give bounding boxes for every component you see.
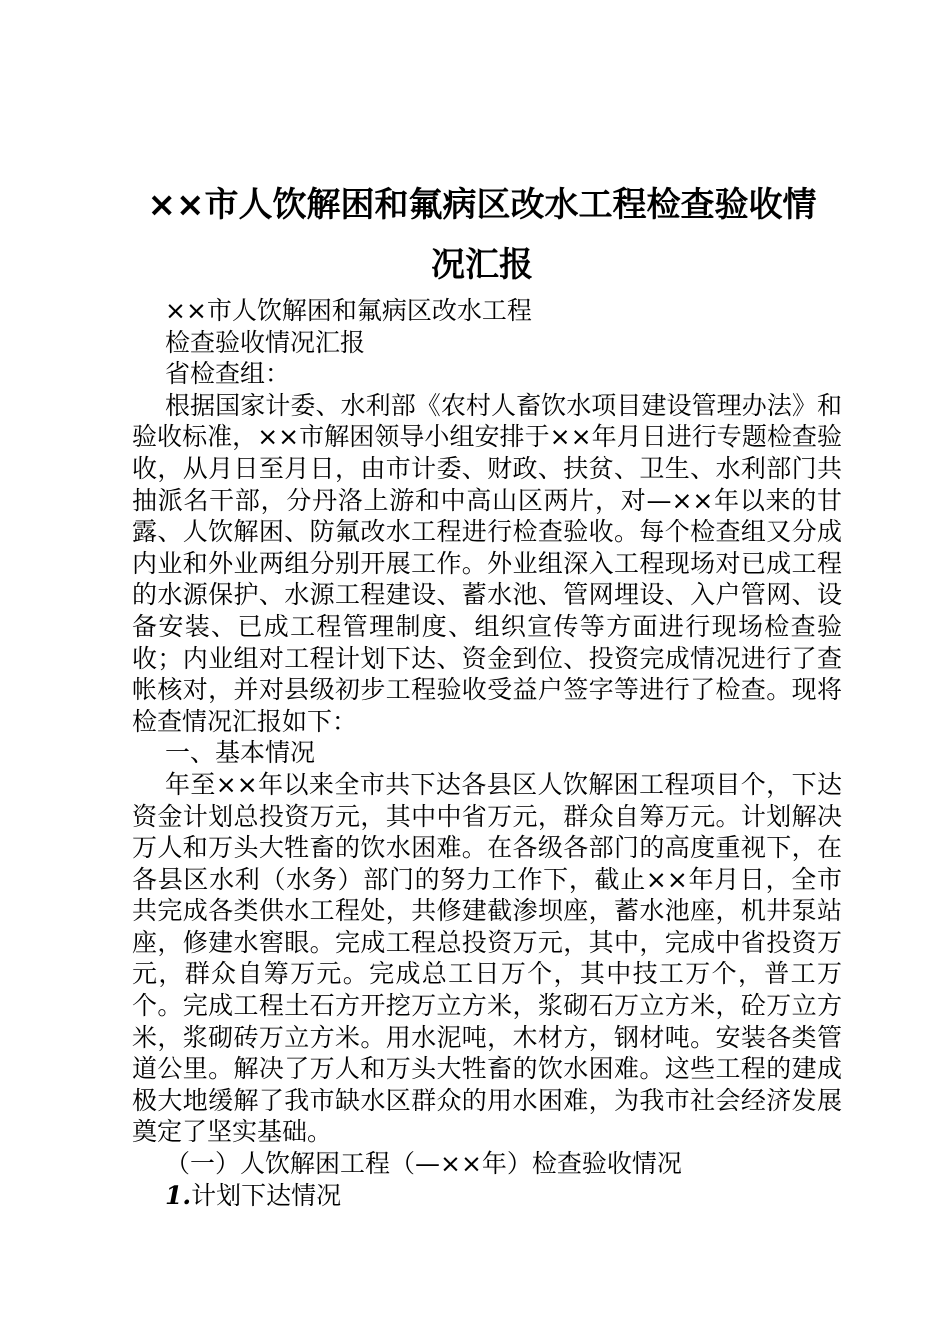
basic-situation-paragraph: 年至××年以来全市共下达各县区人饮解困工程项目个，下达资金计划总投资万元，其中中省万元，群众自筹万元。计划解决万人和万头大牲畜的饮水困难。在各级各部门的高度重视下，在各县区水利（水务）部门的努力工作下，截止××年月日，全市共完成各类供水工程处，共修建截渗坝座，蓄水池座，机井泵站座，修建水窖眼。完成工程总投资万元，其中，完成中省投资万元，群众自筹万元。完成总工日万个，其中技工万个，普工万个。完成工程土石方开挖万立方米，浆砌石万立方米，砼万立方米，浆砌砖万立方米。用水泥吨，木材方，钢材吨。安装各类管道公里。解决了万人和万头大牲畜的饮水困难。这些工程的建成极大地缓解了我市缺水区群众的用水困难，为我市社会经济发展奠定了坚实基础。 <box>132 769 842 1147</box>
document-title-line-1: ××市人饮解困和氟病区改水工程检查验收情 <box>147 185 817 225</box>
subtitle-line-2: 检查验收情况汇报 <box>165 327 366 357</box>
item-heading <box>132 1180 842 1212</box>
document-title-line-2: 况汇报 <box>431 245 533 285</box>
subtitle-line-1: ××市人饮解困和氟病区改水工程 <box>165 296 532 325</box>
intro-paragraph: 根据国家计委、水利部《农村人畜饮水项目建设管理办法》和验收标准，××市解困领导小组安排于××年月日进行专题检查验收，从月日至月日，由市计委、财政、扶贫、卫生、水利部门共抽派名干部，分丹洛上游和中高山区两片，对—××年以来的甘露、人饮解困、防氟改水工程进行检查验收。每个检查组又分成内业和外业两组分别开展工作。外业组深入工程现场对已成工程的水源保护、水源工程建设、蓄水池、管网埋设、入户管网、设备安装、已成工程管理制度、组织宣传等方面进行现场检查验收；内业组对工程计划下达、资金到位、投资完成情况进行了查帐核对，并对县级初步工程验收受益户签字等进行了检查。现将检查情况汇报如下： <box>132 390 842 736</box>
subsection-heading: （一）人饮解困工程（—××年）检查验收情况 <box>165 1149 682 1179</box>
section-heading-basic: 一、基本情况 <box>165 738 316 768</box>
item-number: 1. <box>165 1180 192 1210</box>
item-heading-text: 计划下达情况 <box>191 1180 342 1210</box>
document-body <box>132 295 842 1211</box>
salutation: 省检查组： <box>165 359 291 389</box>
